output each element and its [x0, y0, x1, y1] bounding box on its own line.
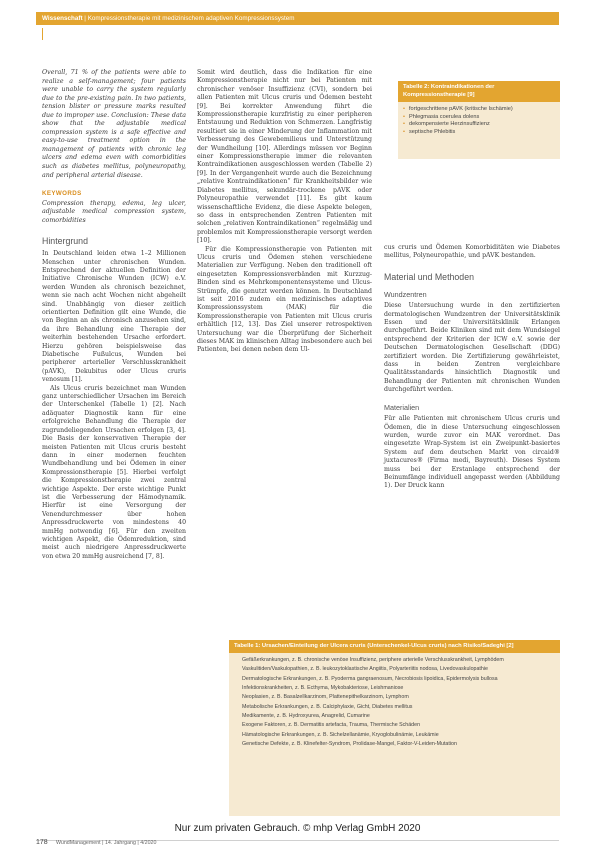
table-1-list — [229, 656, 560, 749]
body-paragraph: Für die Kompressionstherapie von Patienten mit Ulcus cruris und Ödemen stehen verschiedene Materialien zur Verfügung. Neben den traditionell oft eingesetzten Kompressionsverbänden mit Kurzzug-Binden sind es Mehrkomponentensysteme und Ulcus-Strümpfe, die genutzt werden können. In Deutschland ist seit 2016 zudem ein medizinisches adaptives Kompressionssystem (MAK) für die Kompressionstherapie von Patienten mit Ulcus cruris erhältlich [12, 13]. Das Ziel unserer retrospektiven Untersuchung war die Überprüfung der Sicherheit dieses MAK im klinischen Alltag insbesondere auch bei Patienten, bei denen neben dem Ul- — [197, 245, 372, 354]
table-2-title: Tabelle 2: Kontraindikationen der Kompressionstherapie [9] — [398, 81, 560, 102]
column-left — [42, 69, 186, 561]
header-accent-line — [42, 28, 43, 40]
header-section: Wissenschaft — [42, 15, 83, 22]
body-paragraph: Somit wird deutlich, dass die Indikation für eine Kompressionstherapie nicht nur bei Patienten mit chronischer venöser Insuffizienz (CVI), sondern bei allen Patienten mit Ulcus cruris und Ödemen besteht [9]. Bei korrekter Anwendung führt die Kompressionstherapie kurzfristig zu einer peripheren Entstauung und Reduktion von Schmerzen. Langfristig resultiert sie in einer Minderung der Inflammation mit Verbesserung des Gewebemilieus und Unterstützung der Wundheilung [10]. Allerdings müssen vor Beginn einer Kompressionstherapie immer die relevanten Kontraindikationen ausgeschlossen werden (Tabelle 2) [9]. In der Vergangenheit wurde auch die Bezeichnung „relative Kontraindikationen“ für Krankheitsbilder wie Diabetes mellitus, sekundär-trockene pAVK oder Polyneuropathie verwendet [11]. Es gibt kaum wissenschaftliche Evidenz, die diese Aspekte belegen, so dass in entsprechenden Zentren Patienten mit solchen „relativen Kontraindikationen“ regelmäßig und problemlos mit Kompressionstherapie versorgt werden [10]. — [197, 69, 372, 245]
subheading-materials: Materialien — [384, 402, 420, 412]
list-item: • Vaskulitiden/Vaskulopathien, z. B. leukozytoklastische Angiitis, Polyarteriitis nodosa, Livedovaskulopathie — [242, 665, 554, 674]
body-paragraph: Als Ulcus cruris bezeichnet man Wunden ganz unterschiedlicher Ursachen im Bereich der Unterschenkel (Tabelle 1) [2]. Nach adäquater Diagnostik kann für eine erfolgreiche Behandlung die Therapie der zugrundeliegenden Ursachen erfolgen [3, 4]. Die Basis der konservativen Therapie der meisten Patienten mit Ulcus cruris besteht dann in einer modernen feuchten Wundbehandlung und bei Ödemen in einer Kompressionstherapie [5]. Hierbei verfolgt die Kompressionstherapie zwei zentral wichtige Aspekte. Der erste wichtige Punkt ist die Verbesserung der Hämodynamik. Hierfür ist eine Versorgung der Venendurchmesser über hohen Anpressdruckwerte von mindestens 40 mmHg notwendig [6]. Für den zweiten wichtigen Aspekt, die Ödemreduktion, sind meist auch niedrigere Anpressdruckwerte von etwa 20 mmHg ausreichend [7, 8]. — [42, 384, 186, 560]
section-heading-background: Hintergrund — [42, 236, 88, 247]
running-header: Wissenschaft | Kompressionstherapie mit medizinischem adaptiven Kompressionssystem — [36, 12, 559, 25]
page-number: 178 — [36, 839, 48, 846]
list-item: • Gefäßerkrankungen, z. B. chronische venöse Insuffizienz, periphere arterielle Verschlusskrankheit, Lymphödem — [242, 656, 554, 665]
list-item: • Genetische Defekte, z. B. Klinefelter-Syndrom, Prolidase-Mangel, Faktor-V-Leiden-Mutation — [242, 740, 554, 749]
table-2-box — [398, 81, 560, 159]
body-paragraph: cus cruris und Ödemen Komorbiditäten wie Diabetes mellitus, Polyneuropathie, und pAVK bestanden. — [384, 244, 560, 260]
watermark-text: Nur zum privaten Gebrauch. © mhp Verlag GmbH 2020 — [174, 823, 421, 834]
list-item: • Neoplasien, z. B. Basalzellkarzinom, Plattenepithelkarzinom, Lymphom — [242, 693, 554, 702]
column-middle — [197, 69, 372, 355]
list-item: • Metabolische Erkrankungen, z. B. Calciphylaxie, Gicht, Diabetes mellitus — [242, 703, 554, 712]
list-item: • Infektionskrankheiten, z. B. Ecthyma, Mykobakteriose, Leishmaniose — [242, 684, 554, 693]
header-title: Kompressionstherapie mit medizinischem adaptiven Kompressionssystem — [87, 15, 295, 22]
list-item: • Hämatologische Erkrankungen, z. B. Sichelzellanämie, Kryoglobulinämie, Leukämie — [242, 731, 554, 740]
list-item: • dekompensierte Herzinsuffizienz — [409, 121, 560, 129]
list-item: • Phlegmasia coerulea dolens — [409, 114, 560, 122]
keywords-text: Compression therapy, edema, leg ulcer, adjustable medical compression system, comorbidities — [42, 199, 186, 224]
list-item: • fortgeschrittene pAVK (kritische Ischämie) — [409, 106, 560, 114]
body-paragraph: Für alle Patienten mit chronischem Ulcus cruris und Ödemen, die in diese Untersuchung eingeschlossen wurden, wurde zuvor ein MAK verordnet. Das eingesetzte Wrap-System ist ein Zweipunkt-basiertes System auf dem deutschen Markt von circaid® juxtacures® (Firma medi, Bayreuth). Dieses System muss bei der Erstanlage entsprechend der Beinumfänge individuell angepasst werden (Abbildung 1). Der Druck kann — [384, 415, 560, 490]
table-1-title: Tabelle 1: Ursachen/Einteilung der Ulcera cruris (Unterschenkel-Ulcus cruris) nach Risiko/Sadeghi [2] — [229, 640, 560, 653]
table-2-list — [398, 106, 560, 136]
section-heading-methods: Material und Methoden — [384, 271, 474, 282]
list-item: • Medikamente, z. B. Hydroxyurea, Anagrelid, Cumarine — [242, 712, 554, 721]
body-paragraph: Diese Untersuchung wurde in den zertifizierten dermatologischen Wundzentren der Universitätsklinik Essen und der Universitätsklinik Erlangen durchgeführt. Beide Kliniken sind mit dem Wundsiegel entsprechend der Kriterien der ICW e.V. sowie der Deutschen Dermatologischen Gesellschaft (DDG) zertifiziert worden. Die Zertifizierung gewährleistet, dass in beiden Zentren vergleichbare Qualitätsstandards hinsichtlich Diagnostik und Behandlung der Patienten mit chronischen Wunden durchgeführt werden. — [384, 302, 560, 394]
list-item: • septische Phlebitis — [409, 129, 560, 137]
list-item: • Exogene Faktoren, z. B. Dermatitis artefacta, Trauma, Thermische Schäden — [242, 721, 554, 730]
column-right — [384, 244, 560, 491]
keywords-label: KEYWORDS — [42, 190, 82, 198]
footer-journal: WundManagement | 14. Jahrgang | 4/2020 — [56, 840, 157, 846]
table-1-box — [229, 640, 560, 816]
subheading-wound-centers: Wundzentren — [384, 289, 427, 299]
body-paragraph: In Deutschland leiden etwa 1–2 Millionen Menschen unter chronischen Wunden. Entsprechend der aktuellen Definition der Initiative Chronische Wunden (ICW) e.V. werden Wunden als chronisch bezeichnet, wenn sie nach acht Wochen nicht abgeheilt sind. Unabhängig von dieser zeitlich orientierten Definition gilt eine Wunde, die von Beginn an als chronisch anzusehen sind, da ihre Behandlung eine Therapie der weiterhin bestehenden Ursache erfordert. Hierzu gehören beispielsweise das Diabetische Fußulcus, Wunden bei peripherer arterieller Verschlusskrankheit (pAVK), Dekubitus oder Ulcus cruris venosum [1]. — [42, 250, 186, 384]
list-item: • Dermatologische Erkrankungen, z. B. Pyoderma gangraenosum, Necrobiosis lipoidica, Epidermolysis bullosa — [242, 675, 554, 684]
abstract-text: Overall, 71 % of the patients were able to realize a self-management; four patients were unable to carry the system regularly due to the pre-existing pain. In two patients, tension blister or pressure marks resulted due to improper use. Conclusion: These data show that the adjustable medical compression system is a safe effective and easy-to-use treatment option in the management of patients with chronic leg ulcers and edema even with comorbidities such as diabetes mellitus, polyneuropathy, and peripheral arterial disease. — [42, 69, 186, 179]
